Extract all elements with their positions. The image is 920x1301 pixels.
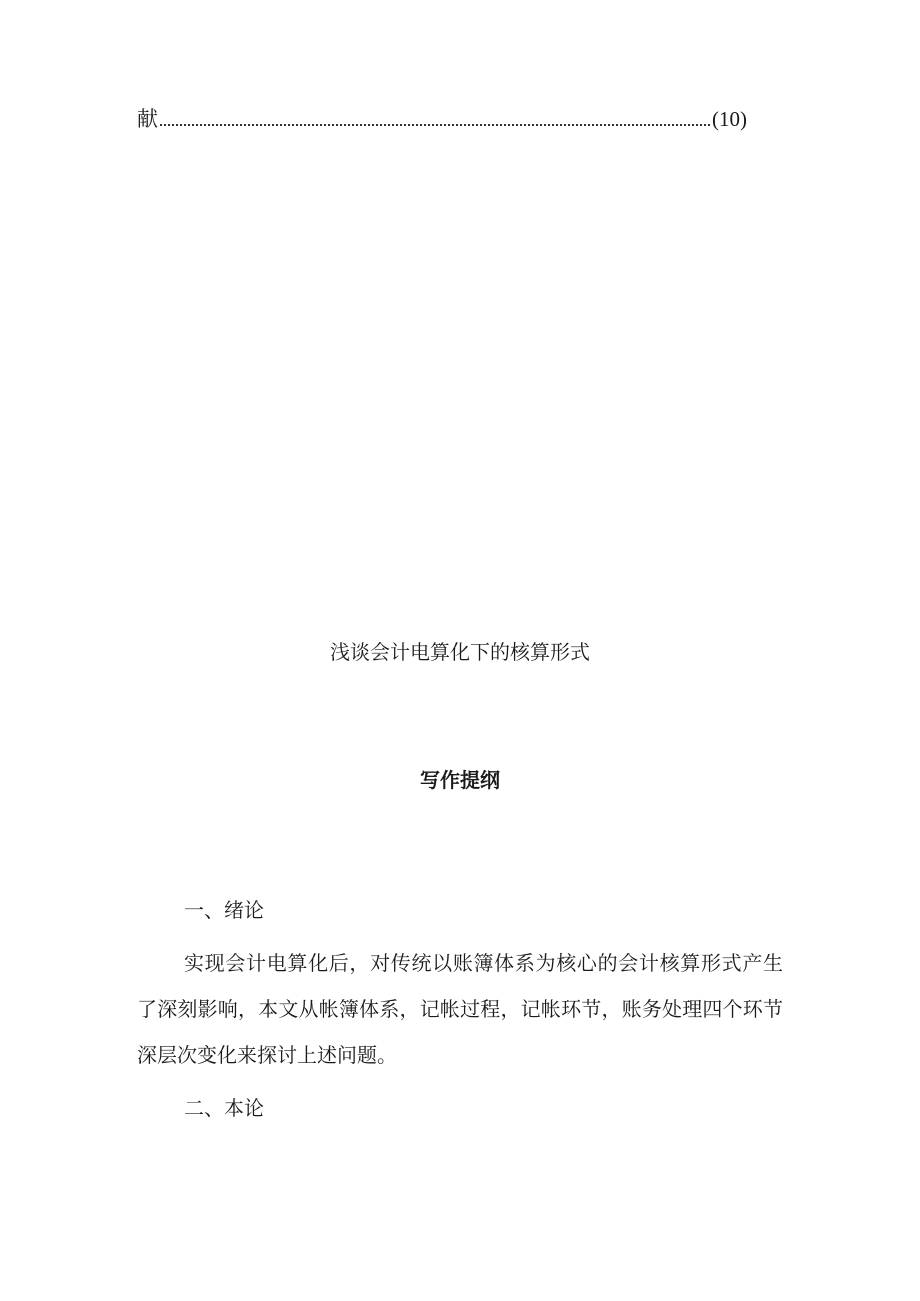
toc-entry	[137, 104, 747, 134]
section-heading-introduction: 一、绪论	[184, 898, 264, 922]
toc-dot-leader	[160, 124, 710, 126]
section-paragraph-introduction: 实现会计电算化后，对传统以账簿体系为核心的会计核算形式产生了深刻影响，本文从帐簿体系，记帐过程，记帐环节，账务处理四个环节深层次变化来探讨上述问题。	[137, 951, 783, 1067]
section-heading-main-body: 二、本论	[184, 1096, 264, 1120]
toc-entry-label: 献	[137, 107, 158, 131]
outline-title: 写作提纲	[420, 768, 500, 792]
toc-page-number: (10)	[712, 107, 747, 131]
document-title: 浅谈会计电算化下的核算形式	[330, 640, 590, 664]
